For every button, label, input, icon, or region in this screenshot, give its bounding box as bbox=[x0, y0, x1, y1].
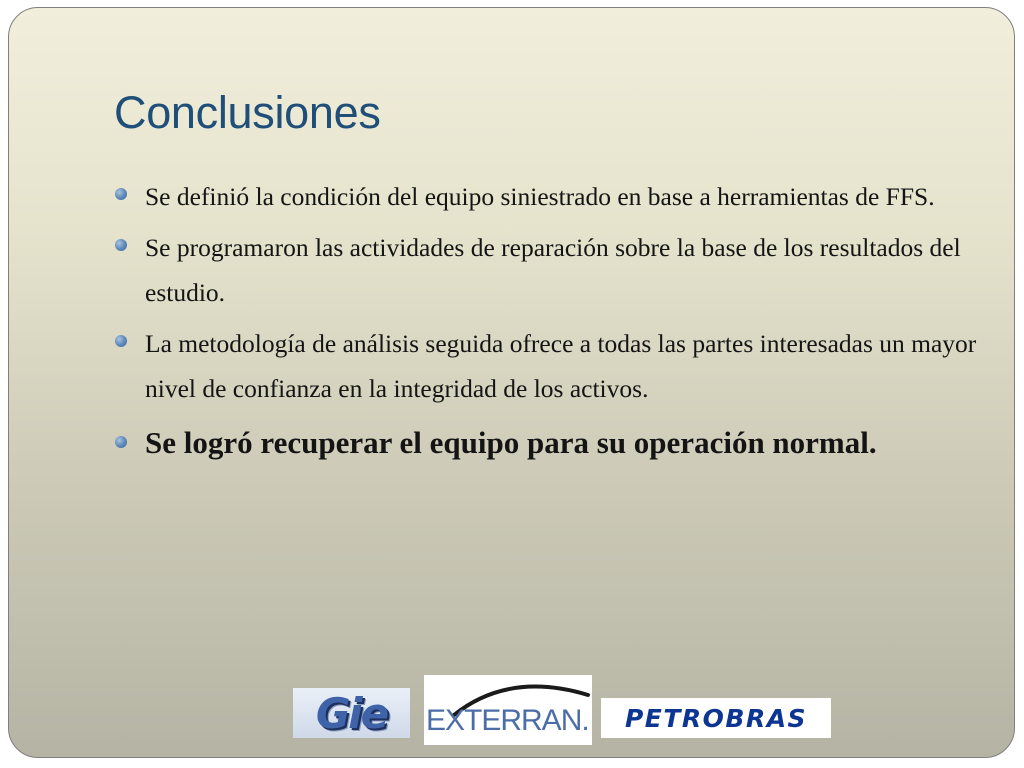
bullet-dot-icon bbox=[115, 436, 127, 448]
bullet-text: Se programaron las actividades de reparación sobre la base de los resultados del estudio. bbox=[145, 233, 961, 307]
exterran-logo-text: EXTERRAN. bbox=[426, 704, 589, 737]
bullet-dot-icon bbox=[115, 188, 127, 200]
bullet-text: Se logró recuperar el equipo para su operación normal. bbox=[145, 425, 877, 460]
bullet-item-ffs bbox=[115, 174, 985, 219]
bullet-item-reparacion bbox=[115, 225, 985, 315]
gie-logo-text: Gie bbox=[315, 688, 388, 738]
bullet-list bbox=[115, 174, 985, 473]
bullet-item-recuperacion bbox=[115, 419, 985, 467]
exterran-logo bbox=[424, 675, 592, 745]
bullet-item-metodologia bbox=[115, 321, 985, 411]
petrobras-logo bbox=[601, 698, 831, 738]
slide bbox=[8, 7, 1015, 758]
slide-title: Conclusiones bbox=[114, 87, 381, 138]
bullet-text: Se definió la condición del equipo siniestrado en base a herramientas de FFS. bbox=[145, 182, 935, 211]
petrobras-logo-text: PETROBRAS bbox=[624, 703, 808, 733]
bullet-text: La metodología de análisis seguida ofrece a todas las partes interesadas un mayor nivel de confianza en la integridad de los activos. bbox=[145, 329, 977, 403]
gie-logo bbox=[293, 688, 410, 738]
bullet-dot-icon bbox=[115, 335, 127, 347]
bullet-dot-icon bbox=[115, 239, 127, 251]
